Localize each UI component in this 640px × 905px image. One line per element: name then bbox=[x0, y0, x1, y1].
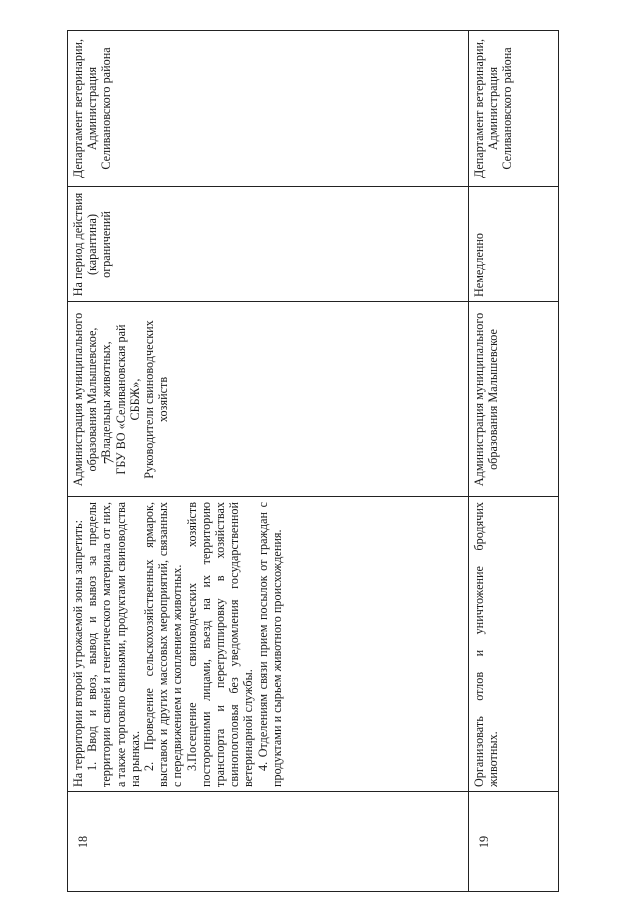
responsible-parties bbox=[469, 302, 559, 496]
responsible-line: ГБУ ВО «Селивановская рай СББЖ», bbox=[113, 324, 142, 475]
executor-cell bbox=[469, 31, 559, 186]
measure-intro: Организовать отлов и уничтожение бродячих животных. bbox=[472, 502, 501, 787]
row-number: 18 bbox=[76, 835, 90, 849]
measure-description-cell bbox=[469, 496, 559, 791]
measure-item-2: 2. Проведение сельскохозяйственных ярмарок, выставок и других массовых мероприятий, связанных с передвижением и скоплением животных. bbox=[142, 502, 185, 787]
executor-text: Департамент ветеринарии, Администрация Селивановского района bbox=[472, 38, 515, 179]
measure-description bbox=[469, 497, 559, 791]
executor-text: Департамент ветеринарии, Администрация Селивановского района bbox=[71, 38, 114, 179]
term-cell bbox=[469, 186, 559, 301]
measure-item-3: 3.Посещение свиноводческих хозяйств посторонними лицами, въезд на их территорию транспорта и перегруппировку в хозяйствах свинопоголовья без уведомления государственной ветеринарной службы. bbox=[184, 502, 256, 787]
measure-description-cell bbox=[68, 496, 468, 791]
responsible-parties bbox=[68, 302, 468, 496]
responsible-line: Владельцы животных, bbox=[99, 341, 114, 458]
responsible-cell bbox=[469, 301, 559, 496]
responsible-line: Руководители свиноводческих хозяйств bbox=[142, 320, 171, 479]
executor-cell bbox=[68, 31, 468, 186]
measures-table bbox=[67, 30, 559, 892]
responsible-cell bbox=[68, 301, 468, 496]
term-text: Немедленно bbox=[472, 232, 486, 297]
page-number: 7 bbox=[101, 456, 118, 465]
responsible-line: Администрация муниципального образования Малышевское bbox=[472, 312, 501, 487]
term-text: На период действия (карантина) ограничений bbox=[71, 192, 114, 297]
measure-intro: На территории второй угрожаемой зоны запретить: bbox=[71, 519, 85, 787]
measure-item-4: 4. Отделениям связи прием посылок от граждан с продуктами и сырьем животного происхождения. bbox=[255, 502, 284, 787]
measure-description bbox=[68, 497, 468, 791]
row-number: 19 bbox=[477, 835, 491, 849]
measure-item-1: 1. Ввод и ввоз, вывод и вывоз за пределы территории свиней и генетического материала от них, а также торговлю свиньями, продуктами свиноводства на рынках. bbox=[85, 502, 142, 787]
row-number-cell bbox=[68, 791, 468, 891]
row-number-cell bbox=[469, 791, 559, 891]
table-row-19 bbox=[468, 31, 559, 891]
responsible-line: Администрация муниципального образования Малышевское, bbox=[71, 312, 100, 487]
table-row-18 bbox=[68, 31, 468, 891]
term-cell bbox=[68, 186, 468, 301]
